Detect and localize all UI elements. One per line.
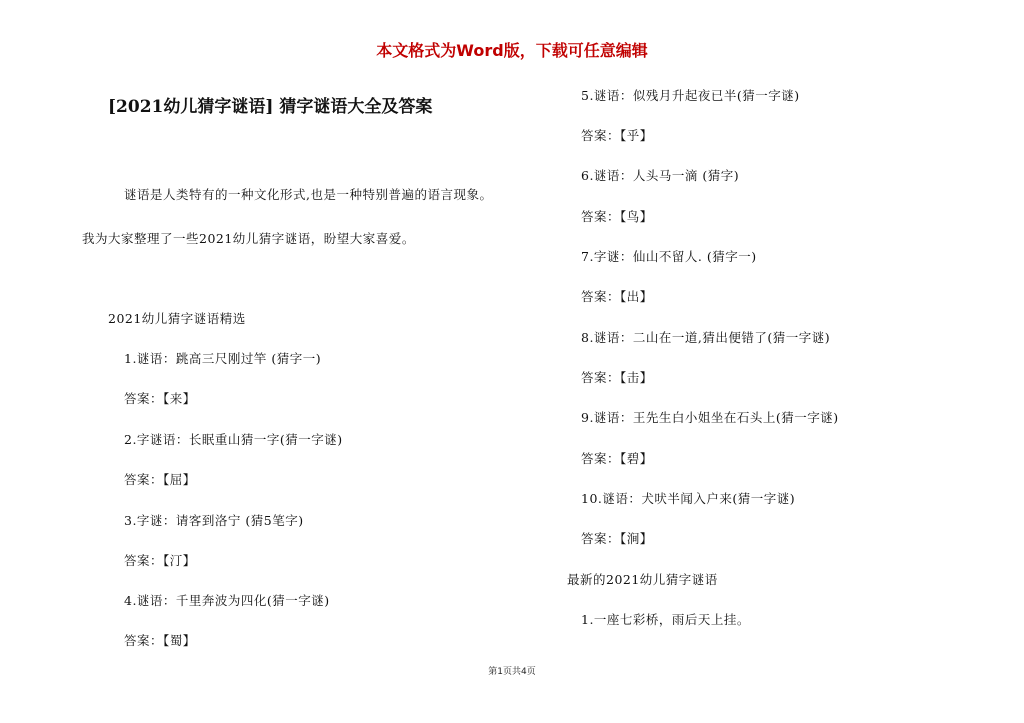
riddle-question: 1.谜语：跳高三尺刚过竿 (猜字一) <box>124 351 322 366</box>
page-number-footer: 第1页共4页 <box>488 667 536 677</box>
riddle-answer: 答案：【乎】 <box>581 128 653 143</box>
intro-line-2: 我为大家整理了一些2021幼儿猜字谜语，盼望大家喜爱。 <box>82 231 415 246</box>
riddle-question: 4.谜语：千里奔波为四化(猜一字谜) <box>124 593 330 608</box>
riddle-answer: 答案：【碧】 <box>581 451 653 466</box>
riddle-answer: 答案：【击】 <box>581 370 653 385</box>
riddle-answer: 答案：【涧】 <box>581 531 653 546</box>
word-format-banner: 本文格式为Word版，下载可任意编辑 <box>376 41 648 60</box>
riddle-answer: 答案：【屈】 <box>124 472 196 487</box>
riddle-question: 6.谜语：人头马一滴 (猜字) <box>581 168 740 183</box>
section-heading-selected: 2021幼儿猜字谜语精选 <box>108 311 246 326</box>
riddle-question: 3.字谜：请客到洛宁 (猜5笔字) <box>124 513 304 528</box>
riddle-question: 1.一座七彩桥，雨后天上挂。 <box>581 612 750 627</box>
riddle-question: 9.谜语：王先生白小姐坐在石头上(猜一字谜) <box>581 410 839 425</box>
riddle-question: 7.字谜：仙山不留人. (猜字一) <box>581 249 757 264</box>
riddle-answer: 答案：【蜀】 <box>124 633 196 648</box>
riddle-question: 10.谜语：犬吠半闻入户来(猜一字谜) <box>581 491 796 506</box>
page-title: [2021幼儿猜字谜语] 猜字谜语大全及答案 <box>108 97 433 117</box>
riddle-question: 2.字谜语：长眠重山猜一字(猜一字谜) <box>124 432 343 447</box>
riddle-question: 5.谜语：似残月升起夜已半(猜一字谜) <box>581 88 800 103</box>
riddle-answer: 答案：【汀】 <box>124 553 196 568</box>
riddle-answer: 答案：【鸟】 <box>581 209 653 224</box>
riddle-answer: 答案：【出】 <box>581 289 653 304</box>
section-heading-latest: 最新的2021幼儿猜字谜语 <box>567 572 718 587</box>
riddle-answer: 答案：【来】 <box>124 391 196 406</box>
intro-line-1: 谜语是人类特有的一种文化形式,也是一种特别普遍的语言现象。 <box>124 187 493 202</box>
riddle-question: 8.谜语：二山在一道,猜出便错了(猜一字谜) <box>581 330 831 345</box>
